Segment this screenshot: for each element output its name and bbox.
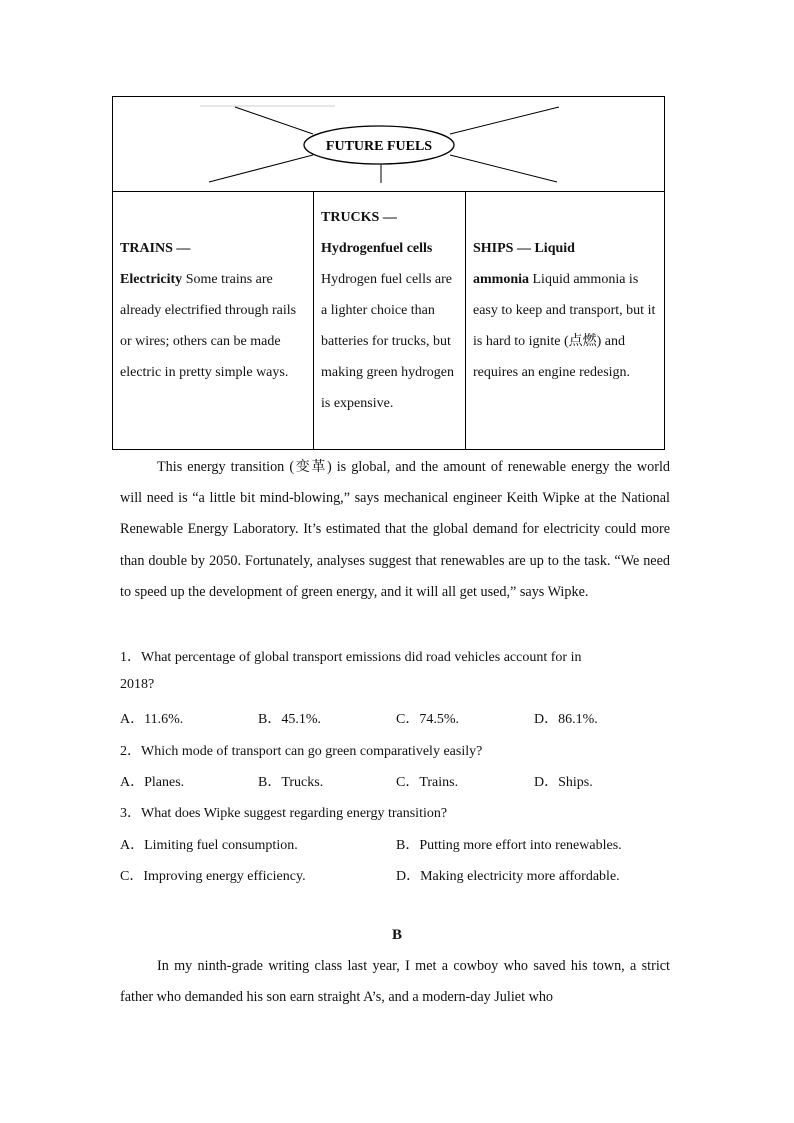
q1-option-a[interactable]: A．11.6%. — [120, 712, 184, 727]
trains-cell — [113, 192, 313, 450]
trucks-title: TRUCKS — — [321, 210, 397, 225]
q2-option-a[interactable]: A．Planes. — [120, 775, 185, 790]
section-b-paragraph: In my ninth-grade writing class last year, I met a cowboy who saved his town, a strict father who demanded his son earn straight A’s, and a modern-day Juliet who — [120, 958, 670, 1006]
diagram-center-label: FUTURE FUELS — [325, 139, 433, 154]
passage-paragraph: This energy transition (变革) is global, and the amount of renewable energy the world will need is “a little bit mind-blowing,” says mechanical engineer Keith Wipke at the National Renewable Energy Laboratory. It’s estimated that the global demand for electricity could more than double by 2050. Fortunately, analyses suggest that renewables are up to the task. “We need to speed up the development of green energy, and it will all get used,” says Wipke. — [120, 459, 670, 600]
question-1-stem: 1．What percentage of global transport emissions did road vehicles account for in — [120, 650, 582, 665]
diagram-spoke-top-left — [235, 107, 313, 134]
trains-subtitle: Electricity — [120, 272, 183, 287]
trains-text — [120, 264, 306, 388]
fuels-diagram — [113, 97, 664, 192]
q1-option-b[interactable]: B．45.1%. — [258, 712, 321, 727]
q2-option-c[interactable]: C．Trains. — [396, 775, 459, 790]
trains-title: TRAINS — — [120, 241, 191, 256]
question-2-stem: 2．Which mode of transport can go green comparatively easily? — [120, 744, 483, 759]
question-1-stem-cont: 2018? — [120, 677, 155, 692]
diagram-spoke-bottom-right — [450, 155, 557, 182]
trains-body: Some trains are already electrified through rails or wires; others can be made electric in pretty simple ways. — [120, 272, 297, 380]
ships-text — [473, 264, 657, 388]
q3-option-a[interactable]: A．Limiting fuel consumption. — [120, 838, 298, 853]
q3-option-d[interactable]: D．Making electricity more affordable. — [396, 869, 620, 884]
diagram-graphic — [113, 97, 664, 191]
q2-option-d[interactable]: D．Ships. — [534, 775, 593, 790]
question-3-stem: 3．What does Wipke suggest regarding energy transition? — [120, 806, 448, 821]
ships-subtitle: ammonia — [473, 272, 529, 287]
q3-option-b[interactable]: B．Putting more effort into renewables. — [396, 838, 622, 853]
future-fuels-table — [112, 96, 665, 450]
section-b-heading: B — [391, 927, 402, 943]
q2-option-b[interactable]: B．Trucks. — [258, 775, 324, 790]
ships-body: Liquid ammonia is easy to keep and transport, but it is hard to ignite (点燃) and requires an engine redesign. — [473, 272, 656, 380]
diagram-spoke-top-right — [450, 107, 559, 134]
ships-title: SHIPS — Liquid — [473, 241, 575, 256]
trucks-body: Hydrogen fuel cells are a lighter choice than batteries for trucks, but making green hydrogen is expensive. — [321, 272, 454, 411]
ships-cell — [465, 192, 664, 450]
trucks-cell — [313, 192, 465, 450]
q3-option-c[interactable]: C．Improving energy efficiency. — [120, 869, 306, 884]
q1-option-c[interactable]: C．74.5%. — [396, 712, 459, 727]
diagram-spoke-bottom-left — [209, 155, 313, 182]
trucks-subtitle: Hydrogenfuel cells — [321, 241, 433, 256]
q1-option-d[interactable]: D．86.1%. — [534, 712, 598, 727]
